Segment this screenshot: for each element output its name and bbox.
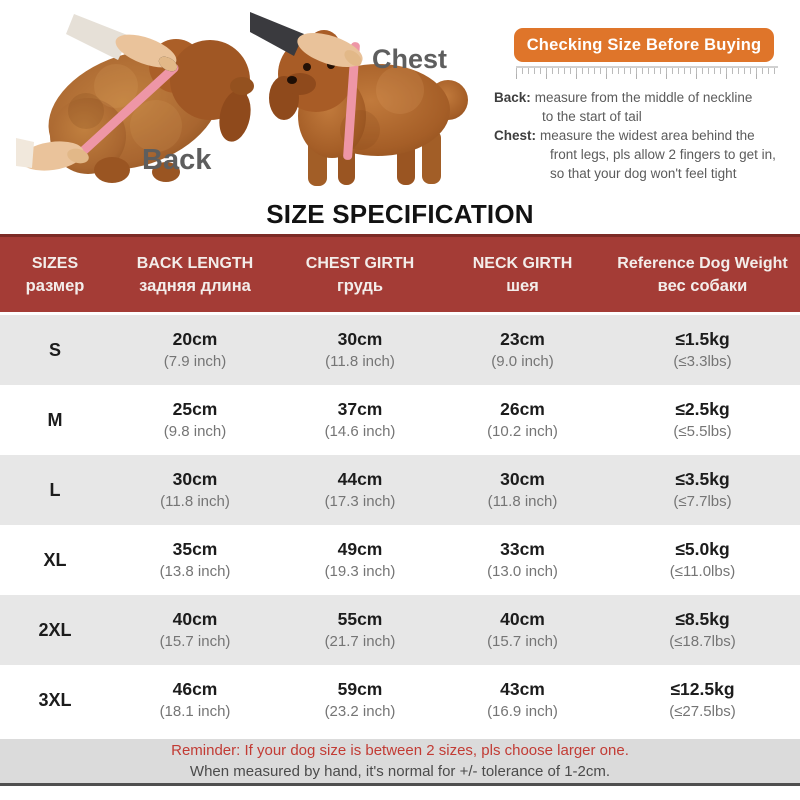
page-title: SIZE SPECIFICATION	[266, 199, 534, 229]
back-instruction-line-1	[494, 88, 800, 107]
size-check-guide	[490, 28, 800, 183]
size-table-header	[0, 234, 800, 312]
chest-girth-cell: 49cm (19.3 inch)	[324, 539, 396, 580]
table-row-l	[0, 455, 800, 525]
size-cell: XL	[43, 549, 67, 570]
chest-instruction-text: measure the widest area behind the	[540, 128, 755, 143]
weight-cell: ≤2.5kg (≤5.5lbs)	[673, 399, 732, 440]
back-instruction-line-2: to the start of tail	[542, 109, 642, 124]
neck-girth-cell: 23cm (9.0 inch)	[491, 329, 554, 370]
table-row-3xl	[0, 665, 800, 735]
back-length-cell: 35cm (13.8 inch)	[159, 539, 231, 580]
header-back-length: BACK LENGTH задняя длина	[136, 254, 254, 295]
chest-instruction-line-2: front legs, pls allow 2 fingers to get in,	[550, 147, 776, 162]
chest-girth-cell: 55cm (21.7 inch)	[324, 609, 396, 650]
back-length-cell: 46cm (18.1 inch)	[159, 679, 231, 720]
chest-girth-cell: 37cm (14.6 inch)	[324, 399, 396, 440]
back-length-cell: 40cm (15.7 inch)	[159, 609, 231, 650]
weight-cell: ≤1.5kg (≤3.3lbs)	[673, 329, 732, 370]
size-cell: 2XL	[38, 619, 72, 640]
back-term: Back:	[494, 90, 531, 105]
dog-back-measure-photo	[16, 6, 266, 188]
table-row-s	[0, 315, 800, 385]
size-cell: M	[47, 409, 63, 430]
checking-size-badge: Checking Size Before Buying	[514, 28, 774, 62]
header-sizes: SIZES размер	[25, 254, 85, 295]
tolerance-line: When measured by hand, it's normal for +/- tolerance of 1-2cm.	[189, 763, 611, 780]
chest-girth-cell: 59cm (23.2 inch)	[324, 679, 396, 720]
neck-girth-cell: 40cm (15.7 inch)	[487, 609, 558, 650]
reminder-line: Reminder: If your dog size is between 2 sizes, pls choose larger one.	[171, 742, 629, 759]
size-cell: L	[49, 479, 61, 500]
measuring-instructions	[490, 88, 800, 183]
neck-girth-cell: 33cm (13.0 inch)	[487, 539, 558, 580]
back-length-cell: 30cm (11.8 inch)	[160, 469, 230, 510]
back-instruction-text: measure from the middle of neckline	[534, 90, 753, 105]
chest-instruction-line-1	[494, 126, 800, 145]
weight-cell: ≤12.5kg (≤27.5lbs)	[669, 679, 736, 720]
measuring-guide-section	[0, 0, 800, 196]
back-length-cell: 25cm (9.8 inch)	[163, 399, 227, 440]
chest-photo-label: Chest	[372, 44, 448, 74]
neck-girth-cell: 43cm (16.9 inch)	[487, 679, 558, 720]
weight-cell: ≤5.0kg (≤11.0lbs)	[669, 539, 736, 580]
header-dog-weight: Reference Dog Weight вес собаки	[617, 254, 788, 295]
weight-cell: ≤8.5kg (≤18.7lbs)	[669, 609, 736, 650]
ruler-icon	[516, 66, 778, 79]
chest-girth-cell: 30cm (11.8 inch)	[325, 329, 395, 370]
table-row-xl	[0, 525, 800, 595]
chest-term: Chest:	[494, 128, 537, 143]
size-cell: 3XL	[38, 689, 72, 710]
back-length-cell: 20cm (7.9 inch)	[163, 329, 227, 370]
header-chest-girth: CHEST GIRTH грудь	[305, 254, 415, 295]
table-row-m	[0, 385, 800, 455]
chest-instruction-line-3: so that your dog won't feel tight	[550, 166, 737, 181]
neck-girth-cell: 30cm (11.8 inch)	[487, 469, 558, 510]
reminder-footer	[0, 739, 800, 786]
chest-girth-cell: 44cm (17.3 inch)	[324, 469, 396, 510]
size-cell: S	[48, 339, 61, 360]
header-neck-girth: NECK GIRTH шея	[472, 254, 573, 295]
neck-girth-cell: 26cm (10.2 inch)	[487, 399, 558, 440]
back-photo-label: Back	[142, 144, 212, 176]
weight-cell: ≤3.5kg (≤7.7lbs)	[673, 469, 732, 510]
dog-chest-measure-photo	[250, 10, 478, 194]
table-row-2xl	[0, 595, 800, 665]
